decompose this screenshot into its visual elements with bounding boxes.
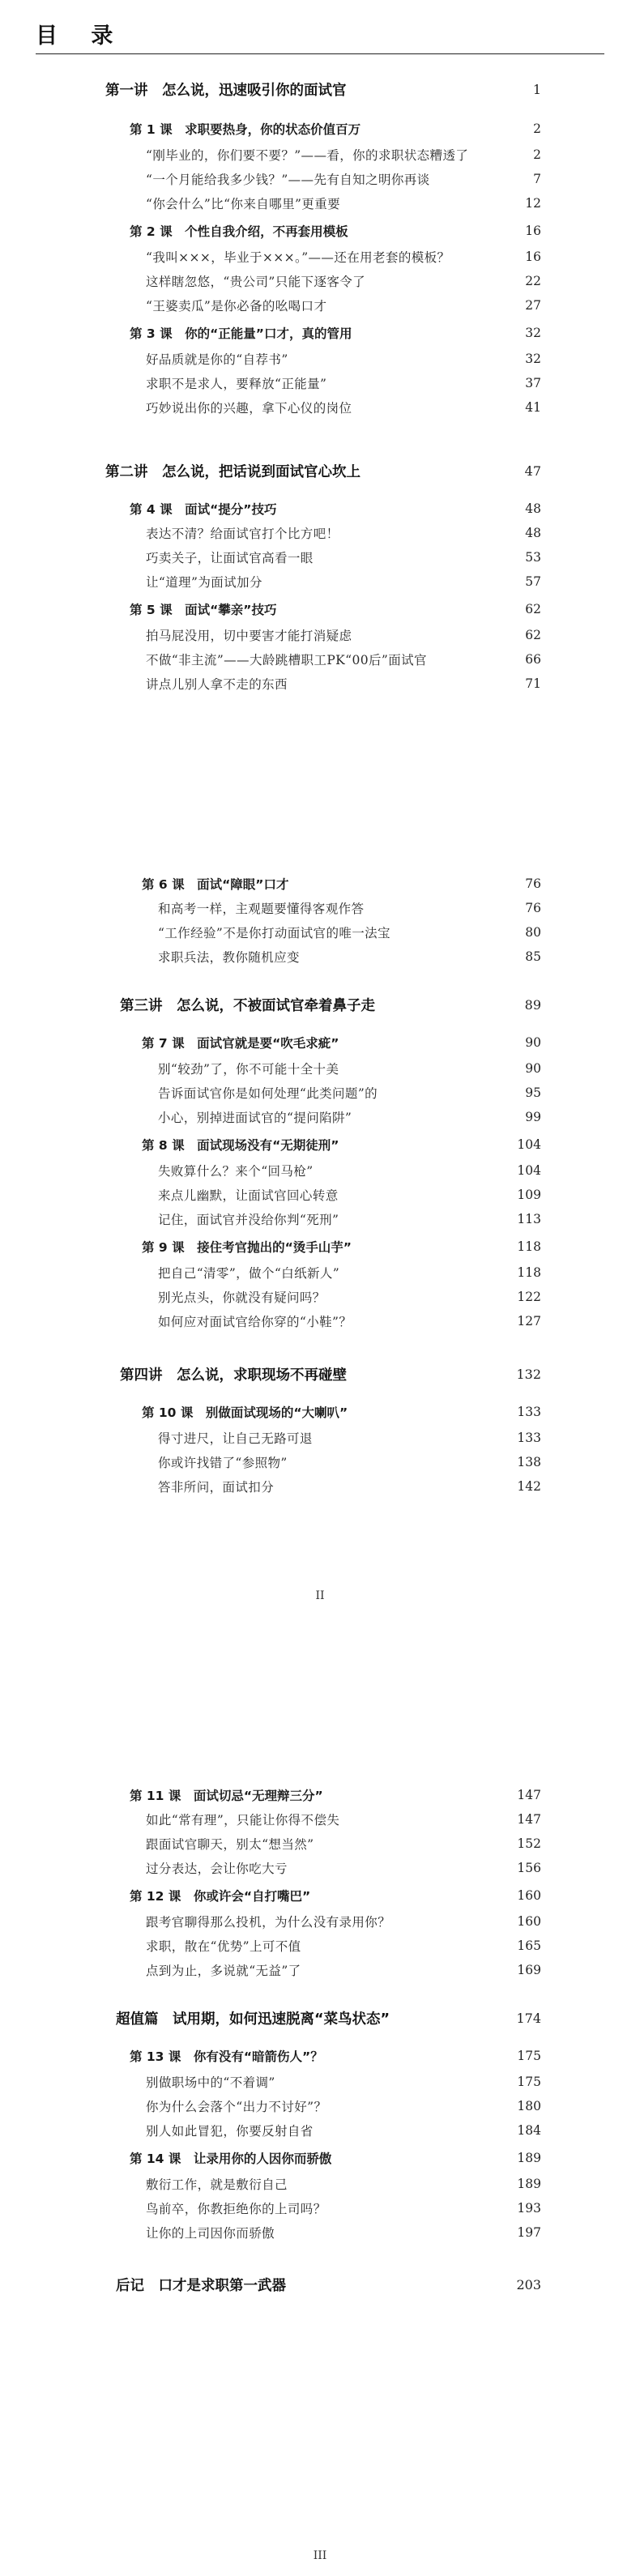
toc-lesson-title: 第 1 课 求职要热身，你的状态价值百万 [130, 122, 361, 137]
toc-item-row [146, 1809, 541, 1830]
toc-item-row [146, 547, 541, 568]
toc-page-number: 48 [525, 526, 541, 540]
toc-item-row [146, 1857, 541, 1879]
toc-item-row [146, 373, 541, 394]
toc-page-number: 147 [517, 1812, 541, 1827]
toc-item-row [158, 922, 541, 943]
toc-lesson-title: 第 9 课 接住考官抛出的“烫手山芋” [142, 1240, 352, 1255]
toc-item-row [146, 673, 541, 694]
toc-page-number: 127 [517, 1314, 541, 1329]
toc-lecture-title: 第四讲 怎么说，求职现场不再碰壁 [120, 1367, 347, 1384]
toc-lecture-row [120, 994, 541, 1015]
toc-page-number: 175 [517, 2075, 541, 2089]
toc-lesson-title: 第 3 课 你的“正能量”口才，真的管用 [130, 326, 352, 341]
toc-page-number: 48 [525, 501, 541, 516]
toc-lecture-title: 第三讲 怎么说，不被面试官牵着鼻子走 [120, 997, 375, 1014]
toc-page-number: 133 [517, 1431, 541, 1445]
toc-lecture-row [116, 2274, 541, 2295]
toc-page-number: 156 [517, 1861, 541, 1875]
toc-page-number: 32 [525, 326, 541, 340]
toc-lesson-title: 第 2 课 个性自我介绍，不再套用模板 [130, 224, 348, 239]
page-gap [0, 1648, 640, 1754]
toc-lecture-row [105, 460, 541, 481]
toc-item-title: 别“较劲”了，你不可能十全十美 [158, 1062, 339, 1077]
toc-page-number: 147 [517, 1788, 541, 1802]
toc-page-number: 89 [524, 996, 541, 1013]
toc-item-row [146, 2222, 541, 2243]
toc-item-row [158, 1452, 541, 1473]
toc-page-number: 37 [525, 376, 541, 390]
toc-page-number: 32 [525, 352, 541, 366]
toc-lesson-title: 第 14 课 让录用你的人因你而骄傲 [130, 2152, 332, 2166]
toc-item-title: 敷衍工作，就是敷衍自己 [146, 2177, 288, 2192]
toc-lesson-row [130, 322, 541, 343]
toc-item-row [158, 1262, 541, 1283]
toc-heading: 目 录 [36, 23, 126, 49]
toc-page-number: 80 [525, 925, 541, 940]
toc-item-row [146, 397, 541, 418]
toc-item-title: 不做“非主流”——大龄跳槽职工PK“00后”面试官 [146, 653, 427, 667]
toc-item-title: 让“道理”为面试加分 [146, 575, 262, 590]
toc-item-row [158, 1058, 541, 1079]
toc-lesson-row [142, 1032, 541, 1053]
toc-item-row [146, 649, 541, 670]
toc-lesson-row [142, 1236, 541, 1257]
toc-item-title: 表达不清？给面试官打个比方吧！ [146, 527, 339, 541]
toc-item-row [146, 271, 541, 292]
toc-page-number: 90 [525, 1035, 541, 1050]
toc-page-number: 189 [517, 2151, 541, 2165]
toc-lecture-title: 第一讲 怎么说，迅速吸引你的面试官 [105, 82, 347, 99]
toc-page-number: 122 [517, 1290, 541, 1304]
toc-page-number: 203 [516, 2276, 541, 2292]
toc-lesson-row [142, 1401, 541, 1422]
toc-lesson-title: 第 5 课 面试“攀亲”技巧 [130, 603, 277, 617]
toc-lecture-title: 后记 口才是求职第一武器 [116, 2277, 286, 2294]
toc-page-number: 109 [517, 1188, 541, 1202]
toc-item-row [146, 2071, 541, 2092]
toc-item-title: 小心，别掉进面试官的“提问陷阱” [158, 1111, 352, 1125]
toc-lesson-row [130, 1885, 541, 1906]
toc-page-number: 1 [532, 81, 541, 97]
toc-page-number: 71 [525, 676, 541, 691]
toc-item-title: 求职不是求人，要释放“正能量” [146, 377, 327, 391]
toc-item-title: 如何应对面试官给你穿的“小鞋”？ [158, 1315, 352, 1329]
toc-item-title: 拍马屁没用，切中要害才能打消疑虑 [146, 629, 352, 643]
toc-page-number: 57 [525, 574, 541, 589]
toc-page-number: 189 [517, 2177, 541, 2191]
toc-lecture-row [120, 1363, 541, 1384]
toc-lesson-title: 第 6 课 面试“障眼”口才 [142, 877, 289, 892]
page-number-ii: II [315, 1589, 325, 1602]
toc-lesson-title: 第 11 课 面试切忌“无理辩三分” [130, 1789, 323, 1803]
toc-item-title: 求职兵法，教你随机应变 [158, 950, 300, 965]
page-number-iii: III [313, 2549, 327, 2562]
toc-item-title: “工作经验”不是你打动面试官的唯一法宝 [158, 926, 390, 940]
toc-lesson-row [130, 220, 541, 241]
toc-item-row [146, 571, 541, 592]
toc-page-number: 180 [517, 2099, 541, 2113]
toc-item-title: 你为什么会落个“出力不讨好”？ [146, 2100, 327, 2114]
toc-item-row [158, 1209, 541, 1230]
toc-item-row [146, 193, 541, 214]
toc-item-title: 如此“常有理”，只能让你得不偿失 [146, 1813, 340, 1828]
toc-lesson-row [130, 2045, 541, 2066]
toc-item-title: 求职，散在“优势”上可不值 [146, 1939, 301, 1954]
toc-lesson-title: 第 4 课 面试“提分”技巧 [130, 502, 277, 517]
toc-page-number: 85 [525, 949, 541, 964]
toc-item-title: 来点儿幽默，让面试官回心转意 [158, 1188, 339, 1203]
toc-page-number: 16 [525, 249, 541, 264]
toc-page-number: 47 [524, 463, 541, 479]
toc-lesson-title: 第 7 课 面试官就是要“吹毛求疵” [142, 1036, 339, 1051]
toc-page-number: 7 [533, 172, 541, 186]
toc-lecture-title: 第二讲 怎么说，把话说到面试官心坎上 [105, 463, 361, 480]
toc-lesson-row [130, 118, 541, 139]
toc-item-row [158, 1427, 541, 1448]
toc-item-row [146, 1911, 541, 1932]
toc-item-title: 记住，面试官并没给你判“死刑” [158, 1213, 339, 1227]
toc-item-row [146, 1833, 541, 1854]
toc-lesson-row [130, 2147, 541, 2169]
toc-item-title: 别人如此冒犯，你要反射自省 [146, 2124, 314, 2139]
toc-page-number: 2 [533, 122, 541, 136]
toc-page-number: 160 [517, 1914, 541, 1929]
toc-item-title: “你会什么”比“你来自哪里”更重要 [146, 197, 340, 211]
toc-item-row [146, 295, 541, 316]
toc-page-number: 138 [517, 1455, 541, 1469]
toc-item-row [146, 348, 541, 369]
toc-item-row [158, 1184, 541, 1205]
toc-item-title: 巧卖关子，让面试官高看一眼 [146, 551, 314, 565]
toc-lecture-row [116, 2007, 541, 2028]
toc-item-title: 巧妙说出你的兴趣，拿下心仪的岗位 [146, 401, 352, 416]
toc-lesson-row [130, 599, 541, 620]
toc-page-number: 118 [517, 1239, 541, 1254]
toc-page-number: 184 [517, 2123, 541, 2138]
toc-item-title: 点到为止，多说就“无益”了 [146, 1964, 301, 1978]
toc-page-number: 113 [517, 1212, 541, 1226]
toc-item-row [146, 1935, 541, 1956]
toc-lesson-row [130, 1785, 541, 1806]
toc-item-title: 把自己“清零”，做个“白纸新人” [158, 1266, 340, 1281]
toc-item-row [146, 144, 541, 165]
toc-page-number: 62 [525, 602, 541, 616]
toc-lesson-row [142, 873, 541, 894]
toc-item-title: 得寸进尺，让自己无路可退 [158, 1431, 313, 1446]
toc-item-row [146, 522, 541, 544]
toc-page-number: 95 [525, 1085, 541, 1100]
toc-item-row [146, 1960, 541, 1981]
toc-lesson-title: 第 12 课 你或许会“自打嘴巴” [130, 1889, 311, 1904]
toc-page-number: 133 [517, 1405, 541, 1419]
toc-item-row [146, 2198, 541, 2219]
toc-page-number: 16 [525, 224, 541, 238]
toc-item-title: 失败算什么？来个“回马枪” [158, 1164, 314, 1179]
toc-item-row [158, 1311, 541, 1332]
toc-lesson-title: 第 10 课 别做面试现场的“大喇叭” [142, 1405, 348, 1420]
toc-page-number: 175 [517, 2049, 541, 2063]
toc-item-title: 讲点儿别人拿不走的东西 [146, 677, 288, 692]
toc-item-row [158, 1286, 541, 1307]
toc-item-title: “我叫×××，毕业于×××。”——还在用老套的模板？ [146, 250, 450, 265]
toc-item-title: “刚毕业的，你们要不要？”——看，你的求职状态糟透了 [146, 148, 469, 163]
toc-item-title: 过分表达，会让你吃大亏 [146, 1862, 288, 1876]
toc-item-title: 和高考一样，主观题要懂得客观作答 [158, 902, 365, 916]
toc-item-row [146, 168, 541, 190]
toc-item-title: 答非所问，面试扣分 [158, 1480, 275, 1495]
toc-page-number: 90 [525, 1061, 541, 1076]
toc-page-number: 53 [525, 550, 541, 565]
toc-item-row [146, 2173, 541, 2194]
toc-page-number: 27 [525, 298, 541, 313]
toc-lecture-title: 超值篇 试用期，如何迅速脱离“菜鸟状态” [116, 2011, 390, 2028]
toc-item-title: 别做职场中的“不着调” [146, 2075, 275, 2090]
toc-item-title: 跟考官聊得那么投机，为什么没有录用你？ [146, 1915, 391, 1930]
toc-page-number: 41 [525, 400, 541, 415]
toc-item-row [146, 2096, 541, 2117]
toc-page-number: 12 [525, 196, 541, 211]
toc-page-number: 66 [525, 652, 541, 667]
toc-lesson-title: 第 8 课 面试现场没有“无期徒刑” [142, 1138, 339, 1153]
toc-item-row [158, 1160, 541, 1181]
toc-page-number: 2 [533, 147, 541, 162]
toc-item-title: 跟面试官聊天，别太“想当然” [146, 1837, 314, 1852]
toc-item-title: 别光点头，你就没有疑问吗？ [158, 1290, 326, 1305]
toc-item-title: 好品质就是你的“自荐书” [146, 352, 288, 367]
toc-page-number: 160 [517, 1888, 541, 1903]
toc-lesson-title: 第 13 课 你有没有“暗箭伤人”？ [130, 2049, 323, 2064]
toc-item-row [146, 246, 541, 267]
page-gap [0, 733, 640, 830]
toc-item-row [146, 2120, 541, 2141]
toc-page-number: 104 [517, 1137, 541, 1152]
toc-item-title: 告诉面试官你是如何处理“此类问题”的 [158, 1086, 378, 1101]
toc-item-title: “王婆卖瓜”是你必备的吆喝口才 [146, 299, 327, 313]
toc-page-number: 104 [517, 1163, 541, 1178]
toc-page-number: 152 [517, 1836, 541, 1851]
toc-page-number: 165 [517, 1938, 541, 1953]
toc-lesson-row [130, 498, 541, 519]
toc-item-title: “一个月能给我多少钱？”——先有自知之明你再谈 [146, 173, 430, 187]
toc-page-number: 22 [525, 274, 541, 288]
toc-page-number: 169 [517, 1963, 541, 1977]
toc-lecture-row [105, 79, 541, 100]
toc-item-title: 这样瞎忽悠，“贵公司”只能下逐客令了 [146, 275, 366, 289]
toc-page-number: 142 [517, 1479, 541, 1494]
toc-item-row [158, 1082, 541, 1103]
toc-page-number: 99 [525, 1110, 541, 1124]
title-divider [36, 53, 604, 54]
toc-item-row [158, 1107, 541, 1128]
toc-item-row [158, 946, 541, 967]
toc-page-number: 197 [517, 2225, 541, 2240]
toc-item-row [158, 898, 541, 919]
toc-item-title: 你或许找错了“参照物” [158, 1456, 288, 1470]
toc-page-number: 132 [516, 1366, 541, 1382]
toc-item-title: 鸟前卒，你教拒绝你的上司吗？ [146, 2202, 326, 2216]
toc-lesson-row [142, 1134, 541, 1155]
toc-page-number: 174 [516, 2010, 541, 2026]
toc-page-number: 118 [517, 1265, 541, 1280]
toc-page-number: 76 [525, 876, 541, 891]
toc-item-title: 让你的上司因你而骄傲 [146, 2226, 275, 2241]
toc-page-number: 193 [517, 2201, 541, 2216]
toc-item-row [146, 625, 541, 646]
toc-page-number: 76 [525, 901, 541, 915]
toc-item-row [158, 1476, 541, 1497]
toc-page-number: 62 [525, 628, 541, 642]
